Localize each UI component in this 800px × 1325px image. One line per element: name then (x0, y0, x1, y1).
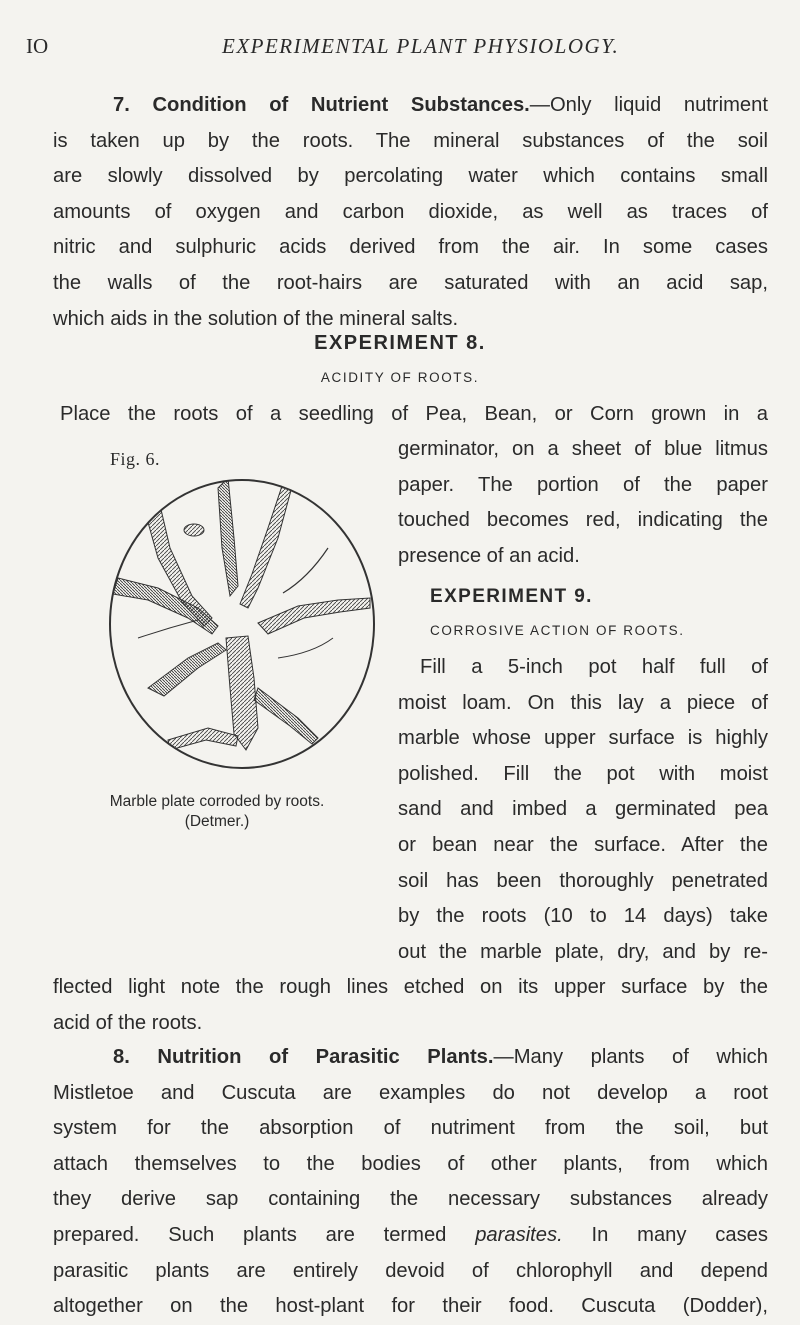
experiment-9-column (398, 650, 768, 970)
text-line: 8. Nutrition of Parasitic Plants.—Many plants of which (113, 1046, 769, 1068)
experiment-9-continuation (53, 970, 768, 1041)
page-number: IO (26, 34, 49, 58)
text-line: attach themselves to the bodies of other plants, from which (53, 1152, 768, 1175)
text-line: parasitic plants are entirely devoid of chlorophyll and depend (53, 1259, 768, 1282)
text-line: sand and imbed a germinated pea (398, 798, 768, 821)
text-line: paper. The portion of the paper (398, 473, 768, 496)
running-title: EXPERIMENTAL PLANT PHYSIOLOGY. (222, 34, 620, 58)
experiment-8-title: EXPERIMENT 8. (314, 332, 486, 354)
text-line: prepared. Such plants are termed parasites. In many cases (53, 1223, 769, 1246)
text-line: altogether on the host-plant for their food. Cuscuta (Dodder), (53, 1295, 768, 1318)
section-8-heading: 8. Nutrition of Parasitic Plants. (113, 1046, 494, 1068)
text-line: presence of an acid. (398, 544, 580, 567)
text-line: nitric and sulphuric acids derived from the air. In some cases (53, 236, 768, 259)
experiment-8-first-line: Place the roots of a seedling of Pea, Bean, or Corn grown in a (60, 403, 768, 425)
text-line: moist loam. On this lay a piece of (398, 691, 768, 714)
text-line: out the marble plate, dry, and by re- (398, 940, 768, 963)
text-line: germinator, on a sheet of blue litmus (398, 438, 768, 460)
emphasis-term: parasites. (475, 1223, 563, 1246)
text-line: soil has been thoroughly penetrated (398, 869, 768, 892)
running-header (26, 34, 766, 64)
experiment-8-column (398, 432, 768, 574)
figure-caption (58, 792, 376, 832)
experiment-9-subtitle: CORROSIVE ACTION OF ROOTS. (430, 623, 685, 638)
figure-label: Fig. 6. (110, 449, 161, 469)
section-7-paragraph (53, 88, 768, 337)
text-line: acid of the roots. (53, 1011, 203, 1034)
text-line: the walls of the root-hairs are saturated with an acid sap, (53, 271, 768, 294)
text-line: system for the absorption of nutriment from the soil, but (53, 1117, 768, 1140)
text-line: 7. Condition of Nutrient Substances.—Only liquid nutriment (113, 94, 768, 116)
text-line: polished. Fill the pot with moist (398, 762, 768, 785)
text-line: touched becomes red, indicating the (398, 509, 768, 532)
text-line: marble whose upper surface is highly (398, 727, 768, 750)
text-line: by the roots (10 to 14 days) take (398, 905, 768, 928)
section-8-paragraph (53, 1040, 768, 1325)
text-line: are slowly dissolved by percolating water which contains small (53, 165, 768, 188)
caption-line: Marble plate corroded by roots. (109, 793, 325, 810)
section-7-heading: 7. Condition of Nutrient Substances. (113, 94, 530, 116)
text-line: flected light note the rough lines etched on its upper surface by the (53, 976, 768, 998)
text-line: they derive sap containing the necessary substances already (53, 1188, 768, 1211)
text-line: Mistletoe and Cuscuta are examples do not develop a root (53, 1081, 768, 1104)
experiment-9-title: EXPERIMENT 9. (430, 586, 593, 607)
experiment-8-subtitle: ACIDITY OF ROOTS. (320, 370, 480, 385)
marble-plate-drawing (108, 478, 376, 770)
text-line: Fill a 5-inch pot half full of (420, 656, 768, 678)
text-line: is taken up by the roots. The mineral substances of the soil (53, 129, 768, 152)
text-line: or bean near the surface. After the (398, 833, 768, 856)
figure-illustration (108, 478, 376, 770)
text-line: amounts of oxygen and carbon dioxide, as well as traces of (53, 200, 768, 223)
caption-credit: (Detmer.) (184, 813, 250, 830)
text-line: which aids in the solution of the mineral salts. (53, 307, 459, 330)
